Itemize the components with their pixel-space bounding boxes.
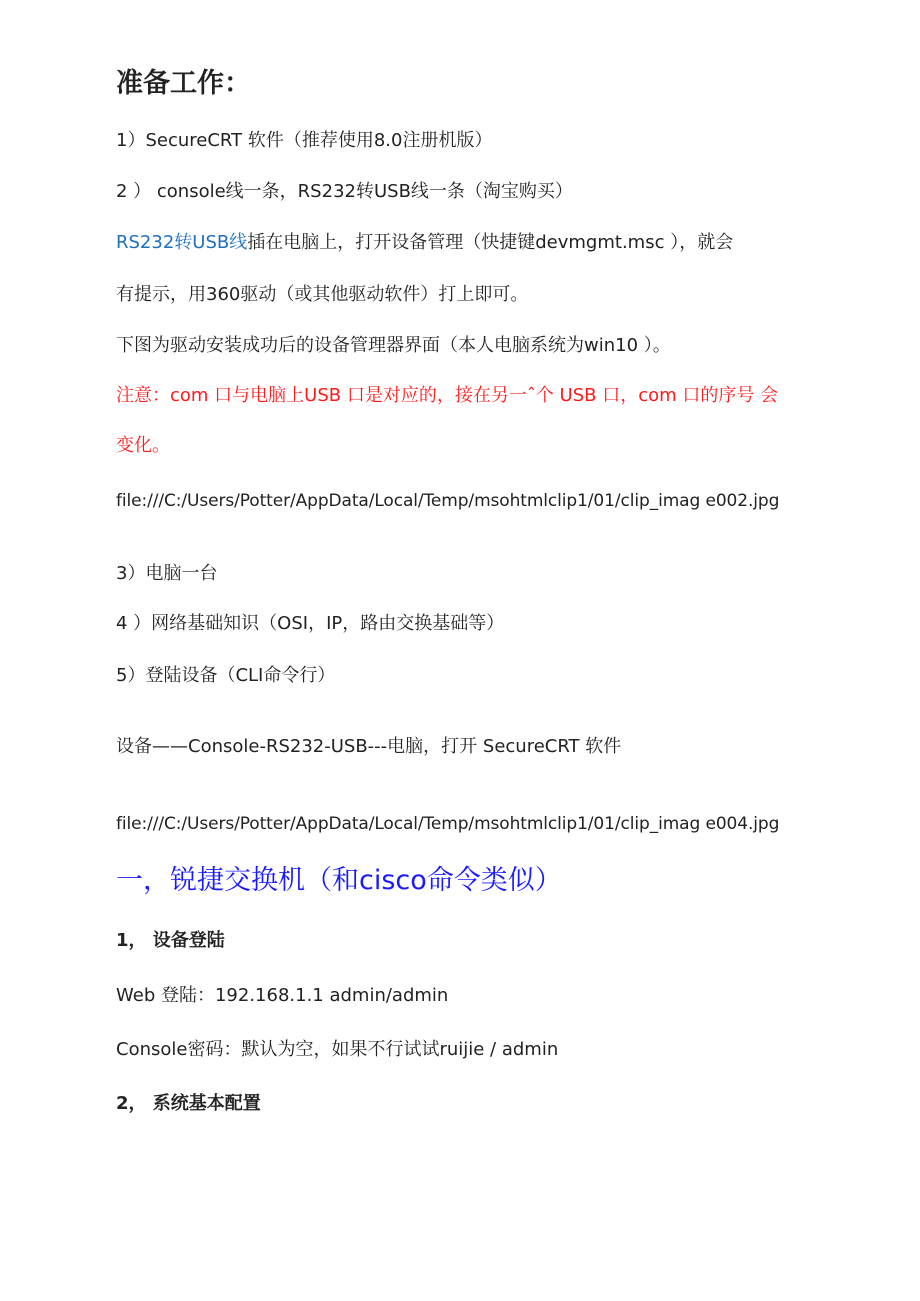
subsection-device-login: 1， 设备登陆 [116, 930, 225, 951]
warning-note-line1: 注意：com 口与电脑上USB 口是对应的，接在另一ˆ个 USB 口，com 口的序号 会 [116, 385, 779, 406]
image-path-placeholder-2: file:///C:/Users/Potter/AppData/Local/Temp/msohtmlclip1/01/clip_imag e004.jpg [116, 814, 780, 834]
usb-cable-link[interactable]: RS232转USB线 [116, 232, 248, 253]
list-item-login-device: 5）登陆设备（CLI命令行） [116, 665, 336, 686]
connection-description: 设备——Console-RS232-USB---电脑，打开 SecureCRT 软件 [116, 736, 622, 757]
subsection-basic-config: 2， 系统基本配置 [116, 1093, 261, 1114]
list-item-securecrt: 1）SecureCRT 软件（推荐使用8.0注册机版） [116, 130, 493, 151]
list-item-computer: 3）电脑一台 [116, 563, 218, 584]
image-path-placeholder-1: file:///C:/Users/Potter/AppData/Local/Temp/msohtmlclip1/01/clip_imag e002.jpg [116, 491, 780, 511]
list-item-cables: 2 ） console线一条，RS232转USB线一条（淘宝购买） [116, 181, 573, 202]
web-login-info: Web 登陆：192.168.1.1 admin/admin [116, 985, 449, 1006]
list-item-network-knowledge: 4 ）网络基础知识（OSI，IP，路由交换基础等） [116, 613, 505, 634]
console-password-info: Console密码：默认为空，如果不行试试ruijie / admin [116, 1039, 559, 1060]
driver-install-text: 插在电脑上，打开设备管理（快捷键devmgmt.msc ），就会 [247, 232, 734, 253]
page-heading: 准备工作： [116, 68, 251, 99]
device-manager-caption: 下图为驱动安装成功后的设备管理器界面（本人电脑系统为win10 ）。 [116, 335, 671, 356]
section-title-ruijie: 一，锐捷交换机（和cisco命令类似） [116, 865, 562, 896]
driver-install-paragraph [116, 232, 733, 254]
driver-install-continued: 有提示，用360驱动（或其他驱动软件）打上即可。 [116, 284, 529, 305]
warning-note-line2: 变化。 [116, 435, 170, 456]
